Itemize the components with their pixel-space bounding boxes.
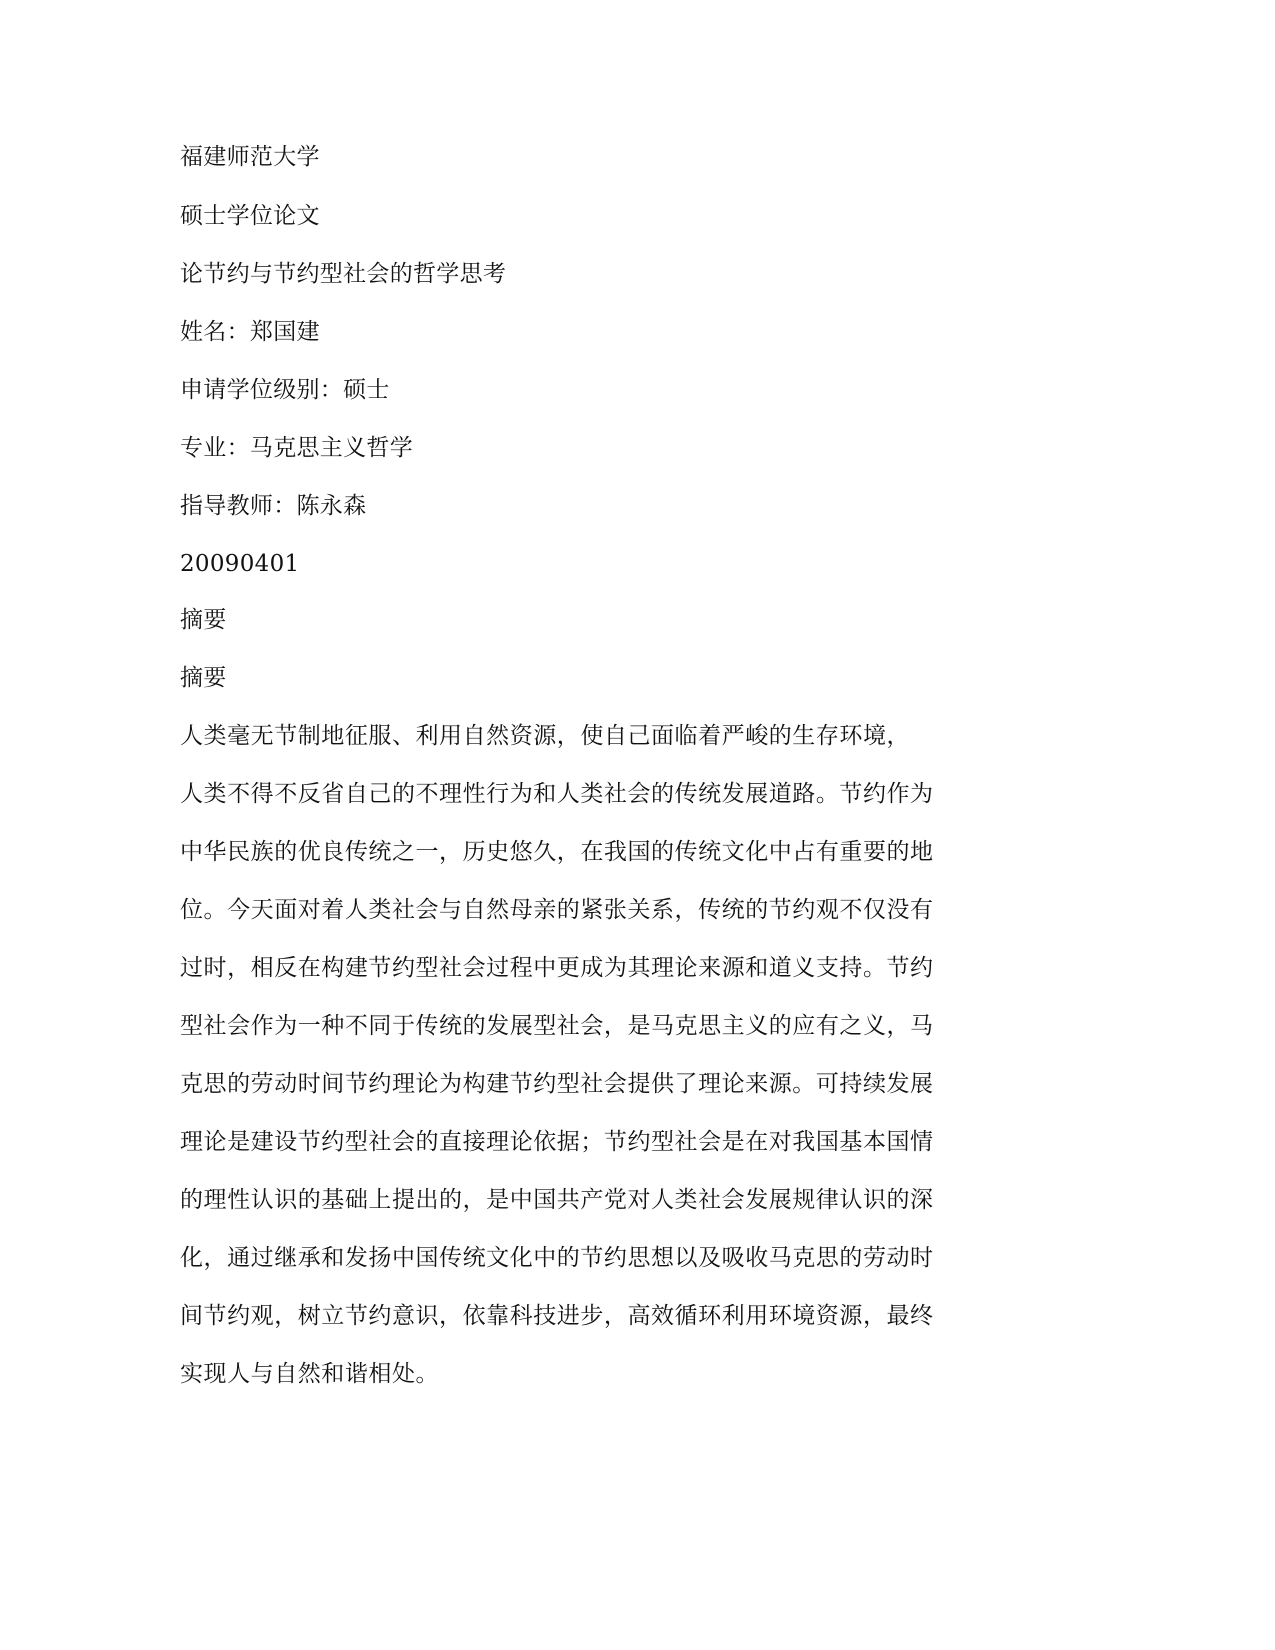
advisor: 指导教师：陈永森 — [180, 493, 367, 519]
degree-type: 硕士学位论文 — [180, 203, 320, 229]
thesis-title: 论节约与节约型社会的哲学思考 — [180, 261, 507, 287]
abstract-body — [180, 716, 950, 1412]
submission-date: 20090401 — [180, 551, 300, 577]
abstract-line: 中华民族的优良传统之一，历史悠久，在我国的传统文化中占有重要的地 — [180, 839, 934, 865]
abstract-line: 位。今天面对着人类社会与自然母亲的紧张关系，传统的节约观不仅没有 — [180, 897, 934, 923]
abstract-line: 克思的劳动时间节约理论为构建节约型社会提供了理论来源。可持续发展 — [180, 1071, 934, 1097]
degree-level: 申请学位级别：硕士 — [180, 377, 390, 403]
abstract-line: 型社会作为一种不同于传统的发展型社会，是马克思主义的应有之义，马 — [180, 1013, 934, 1039]
abstract-line: 化，通过继承和发扬中国传统文化中的节约思想以及吸收马克思的劳动时 — [180, 1245, 934, 1271]
abstract-line: 过时，相反在构建节约型社会过程中更成为其理论来源和道义支持。节约 — [180, 955, 934, 981]
abstract-line: 人类不得不反省自己的不理性行为和人类社会的传统发展道路。节约作为 — [180, 781, 934, 807]
major: 专业：马克思主义哲学 — [180, 435, 413, 461]
abstract-subheading: 摘要 — [180, 665, 227, 691]
abstract-line: 人类毫无节制地征服、利用自然资源，使自己面临着严峻的生存环境， — [180, 723, 911, 749]
abstract-line: 间节约观，树立节约意识，依靠科技进步，高效循环利用环境资源，最终 — [180, 1303, 934, 1329]
abstract-line: 的理性认识的基础上提出的，是中国共产党对人类社会发展规律认识的深 — [180, 1187, 934, 1213]
abstract-line: 实现人与自然和谐相处。 — [180, 1361, 440, 1387]
abstract-line: 理论是建设节约型社会的直接理论依据；节约型社会是在对我国基本国情 — [180, 1129, 934, 1155]
university-name: 福建师范大学 — [180, 144, 320, 170]
abstract-heading: 摘要 — [180, 607, 227, 633]
author-name: 姓名：郑国建 — [180, 319, 320, 345]
